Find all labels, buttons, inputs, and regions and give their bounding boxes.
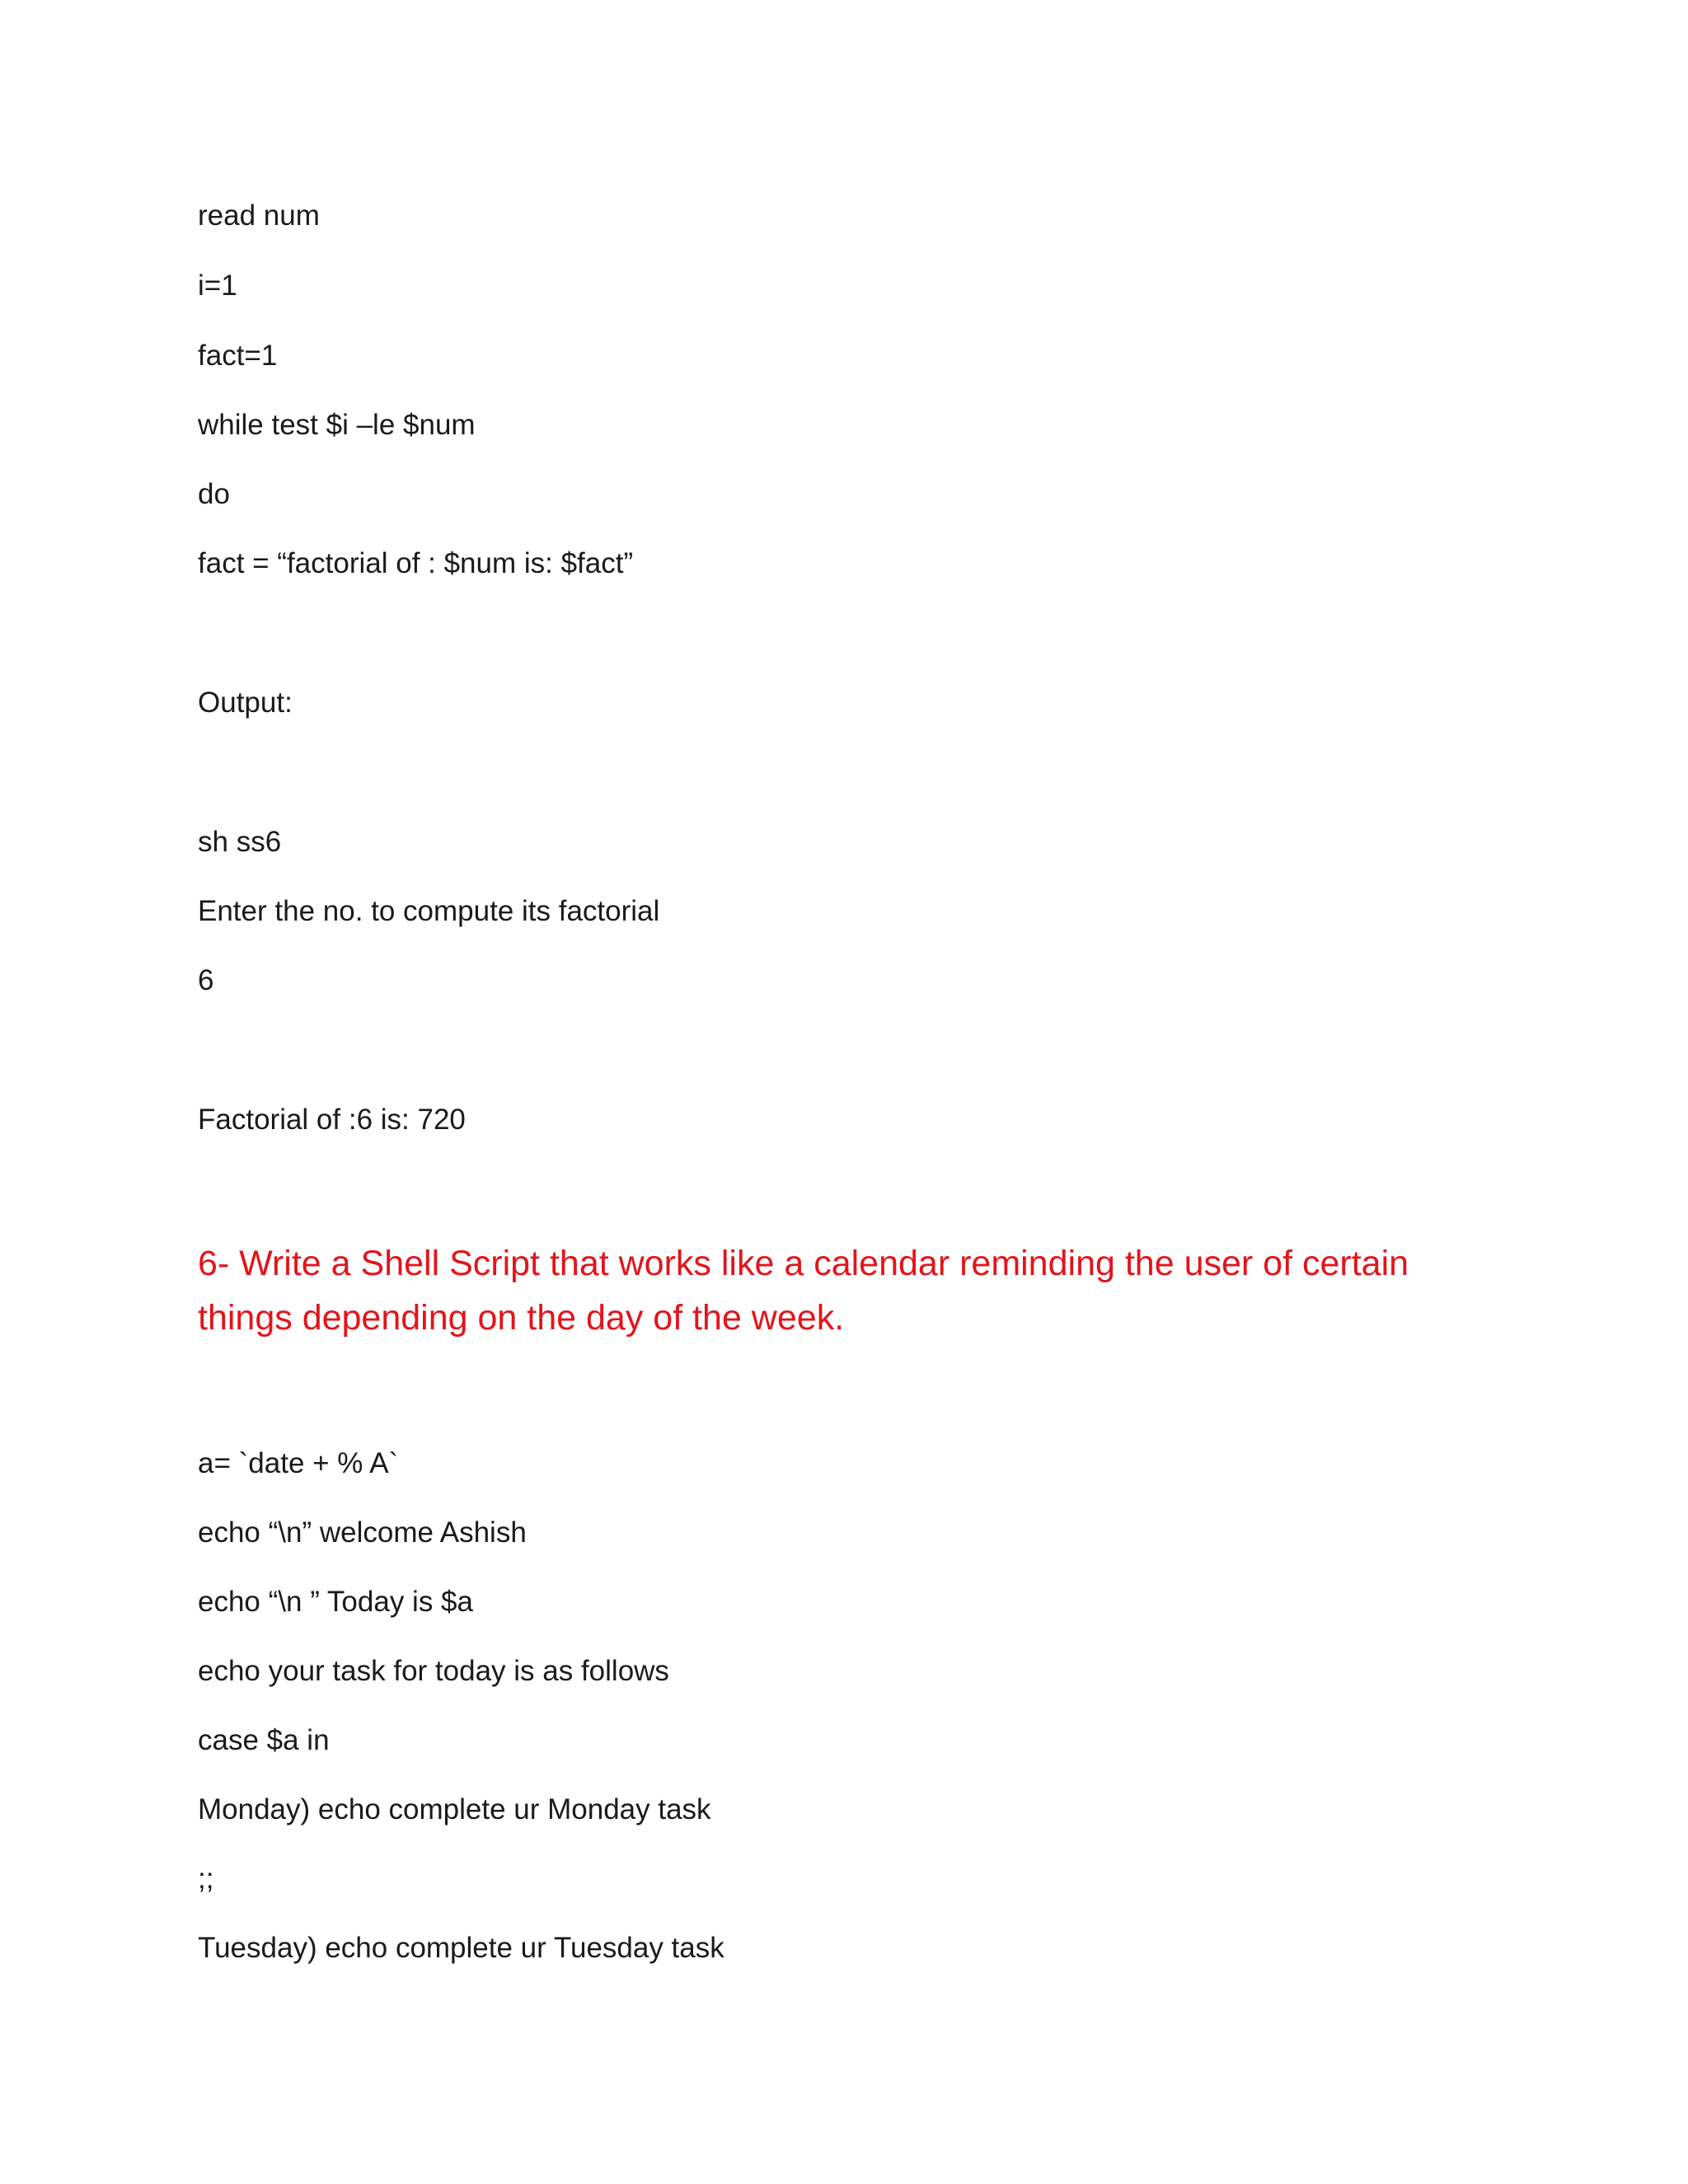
code-line: fact=1 [198,340,278,372]
code-line: echo “\n ” Today is $a [198,1586,473,1618]
code-line: Monday) echo complete ur Monday task [198,1793,711,1825]
code-line: Tuesday) echo complete ur Tuesday task [198,1932,724,1964]
output-line: 6 [198,964,214,996]
code-line: echo your task for today is as follows [198,1655,669,1687]
code-line: do [198,478,230,510]
code-line: i=1 [198,269,237,302]
code-line: while test $i –le $num [198,409,476,441]
code-line: echo “\n” welcome Ashish [198,1516,527,1549]
output-line: sh ss6 [198,826,282,858]
code-line: read num [198,199,320,232]
code-line: a= `date + % A` [198,1447,399,1479]
code-line: fact = “factorial of : $num is: $fact” [198,547,634,579]
output-line: Factorial of :6 is: 720 [198,1104,466,1136]
output-line: Enter the no. to compute its factorial [198,895,660,927]
output-label: Output: [198,687,293,719]
code-line: ;; [198,1863,214,1895]
code-line: case $a in [198,1724,330,1756]
section-heading: 6- Write a Shell Script that works like a calendar reminding the user of certain things depending on the day of the week. [198,1244,1409,1338]
